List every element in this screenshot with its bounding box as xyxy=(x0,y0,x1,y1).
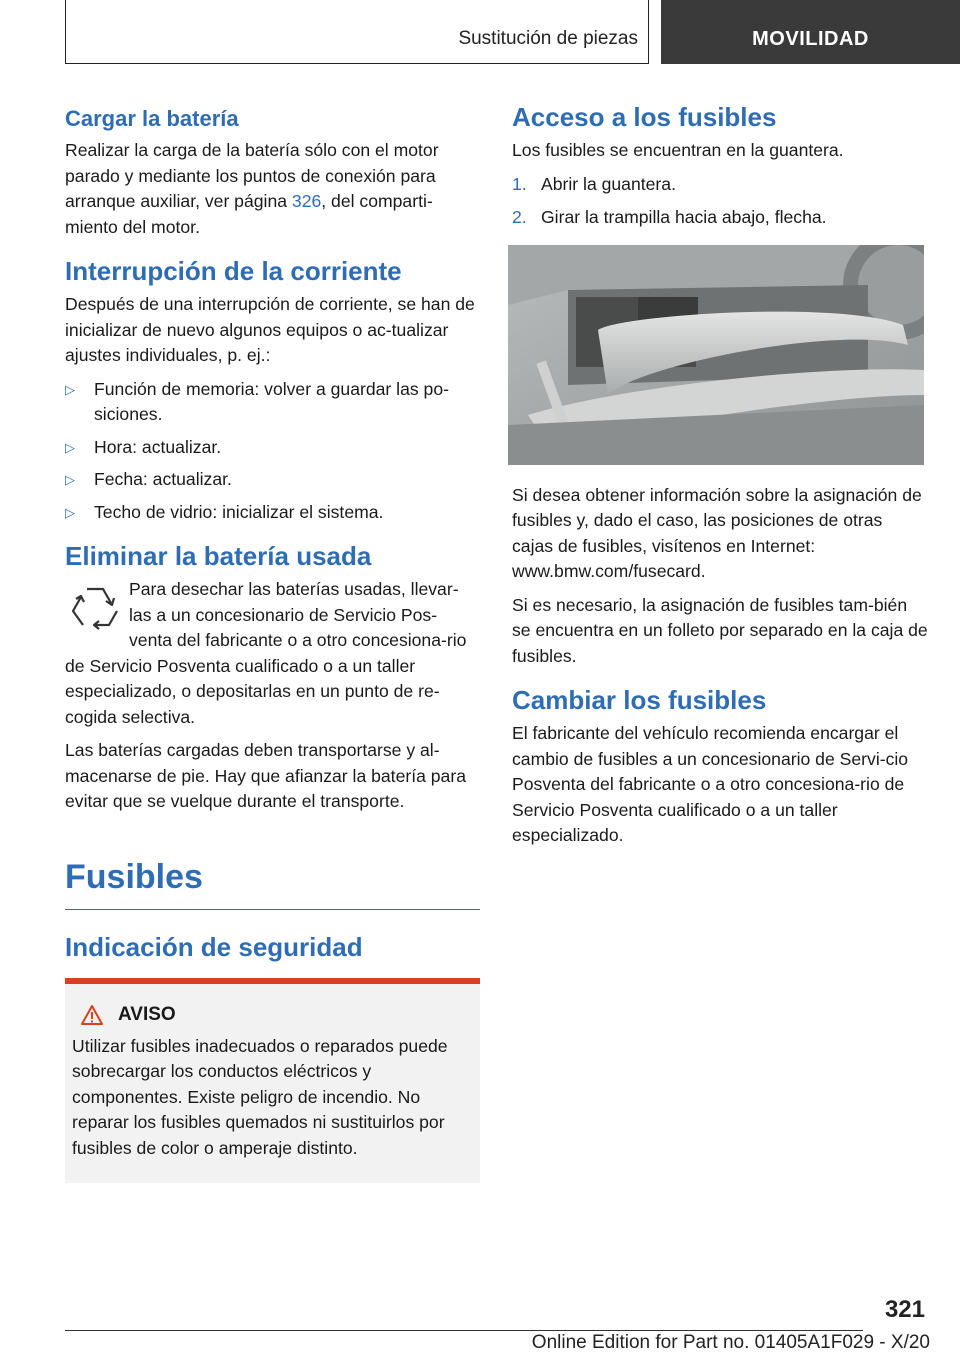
paragraph-interrupcion: Después de una interrupción de corriente, se han de inicializar de nuevo algunos equipos o ac-tualizar ajustes individuales, p. ej.: xyxy=(65,294,475,365)
footer-rule xyxy=(65,1330,863,1331)
recycle-icon xyxy=(65,579,125,639)
header-rule-left xyxy=(65,0,66,64)
list-item xyxy=(65,435,480,461)
text-cargar-1: Realizar la carga de la batería sólo con el motor parado y mediante los puntos de conexión para arranque auxiliar, ver página xyxy=(65,140,439,211)
triangle-bullet-icon: ▷ xyxy=(65,472,75,487)
paragraph-acceso-info: Si desea obtener información sobre la asignación de fusibles y, dado el caso, las posiciones de otras cajas de fusibles, visítenos en Internet: www.bmw.com/fusecard. xyxy=(512,484,922,581)
heading-cargar: Cargar la batería xyxy=(65,106,239,131)
paragraph-acceso-folleto: Si es necesario, la asignación de fusibles tam-bién se encuentra en un folleto por separado en la caja de fusibles. xyxy=(512,594,928,666)
triangle-bullet-icon: ▷ xyxy=(65,439,75,455)
warning-title: AVISO xyxy=(118,1003,176,1025)
page-link-326[interactable]: 326 xyxy=(291,191,322,211)
header-section-title: Sustitución de piezas xyxy=(458,28,638,49)
heading-acceso: Acceso a los fusibles xyxy=(512,102,777,132)
header-rule-mid xyxy=(648,0,649,64)
glovebox-photo xyxy=(508,245,924,465)
acceso-steps xyxy=(512,172,928,231)
warning-triangle-icon xyxy=(80,1004,104,1026)
page-number: 321 xyxy=(884,1296,925,1323)
heading-cambiar: Cambiar los fusibles xyxy=(512,685,767,715)
step-text: Abrir la guantera. xyxy=(541,173,676,194)
heading-eliminar: Eliminar la batería usada xyxy=(65,541,372,571)
heading-fusibles: Fusibles xyxy=(65,857,480,910)
paragraph-acceso: Los fusibles se encuentran en la guantera. xyxy=(512,140,844,160)
footer-edition: Online Edition for Part no. 01405A1F029 - X/20 xyxy=(531,1332,930,1353)
heading-indicacion-seguridad: Indicación de seguridad xyxy=(65,931,363,962)
list-item xyxy=(65,500,480,526)
right-column xyxy=(512,100,928,857)
left-column xyxy=(65,100,480,1183)
list-item-text: Función de memoria: volver a guardar las po-siciones. xyxy=(94,378,449,424)
header-rule-bottom xyxy=(65,63,648,64)
step-text: Girar la trampilla hacia abajo, flecha. xyxy=(541,207,827,227)
list-item xyxy=(65,377,480,428)
paragraph-cambiar: El fabricante del vehículo recomienda encargar el cambio de fusibles a un concesionario de Servi-cio Posventa del fabricante o a otro concesiona-rio de Servicio Posventa cualificado o a un taller especializado. xyxy=(512,723,909,845)
list-item xyxy=(512,205,928,231)
step-number: 2. xyxy=(512,207,527,227)
warning-text: Utilizar fusibles inadecuados o reparados puede sobrecargar los conductos eléctricos y componentes. Existe peligro de incendio. No reparar los fusibles quemados ni sustituirlos por fusibles de color o amperaje distinto. xyxy=(72,1035,448,1158)
heading-interrupcion: Interrupción de la corriente xyxy=(65,256,402,286)
warning-box xyxy=(65,978,480,1184)
warning-header xyxy=(72,1004,474,1026)
text-cargar-2: , del comparti-miento del motor. xyxy=(65,191,433,237)
triangle-bullet-icon: ▷ xyxy=(65,381,75,397)
list-item-text: Techo de vidrio: inicializar el sistema. xyxy=(94,501,384,522)
list-item xyxy=(512,172,928,198)
paragraph-eliminar-1: Para desechar las baterías usadas, llevar-las a un concesionario de Servicio Pos-venta del fabricante o a otro concesiona-rio de Servicio Posventa cualificado o a un taller especializado, o depositarlas en un punto de re-cogida selectiva. xyxy=(65,579,467,727)
step-number: 1. xyxy=(512,173,527,194)
eliminar-block xyxy=(65,577,480,730)
triangle-bullet-icon: ▷ xyxy=(65,504,75,520)
list-item xyxy=(65,467,480,493)
list-item-text: Fecha: actualizar. xyxy=(94,469,232,489)
list-item-text: Hora: actualizar. xyxy=(94,436,222,457)
header-tab-movilidad[interactable]: MOVILIDAD xyxy=(661,0,960,64)
paragraph-eliminar-2: Las baterías cargadas deben transportarse y al-macenarse de pie. Hay que afianzar la batería para evitar que se vuelque durante el transporte. xyxy=(65,740,466,811)
interrupcion-list xyxy=(65,377,480,526)
paragraph-cargar xyxy=(65,138,480,240)
